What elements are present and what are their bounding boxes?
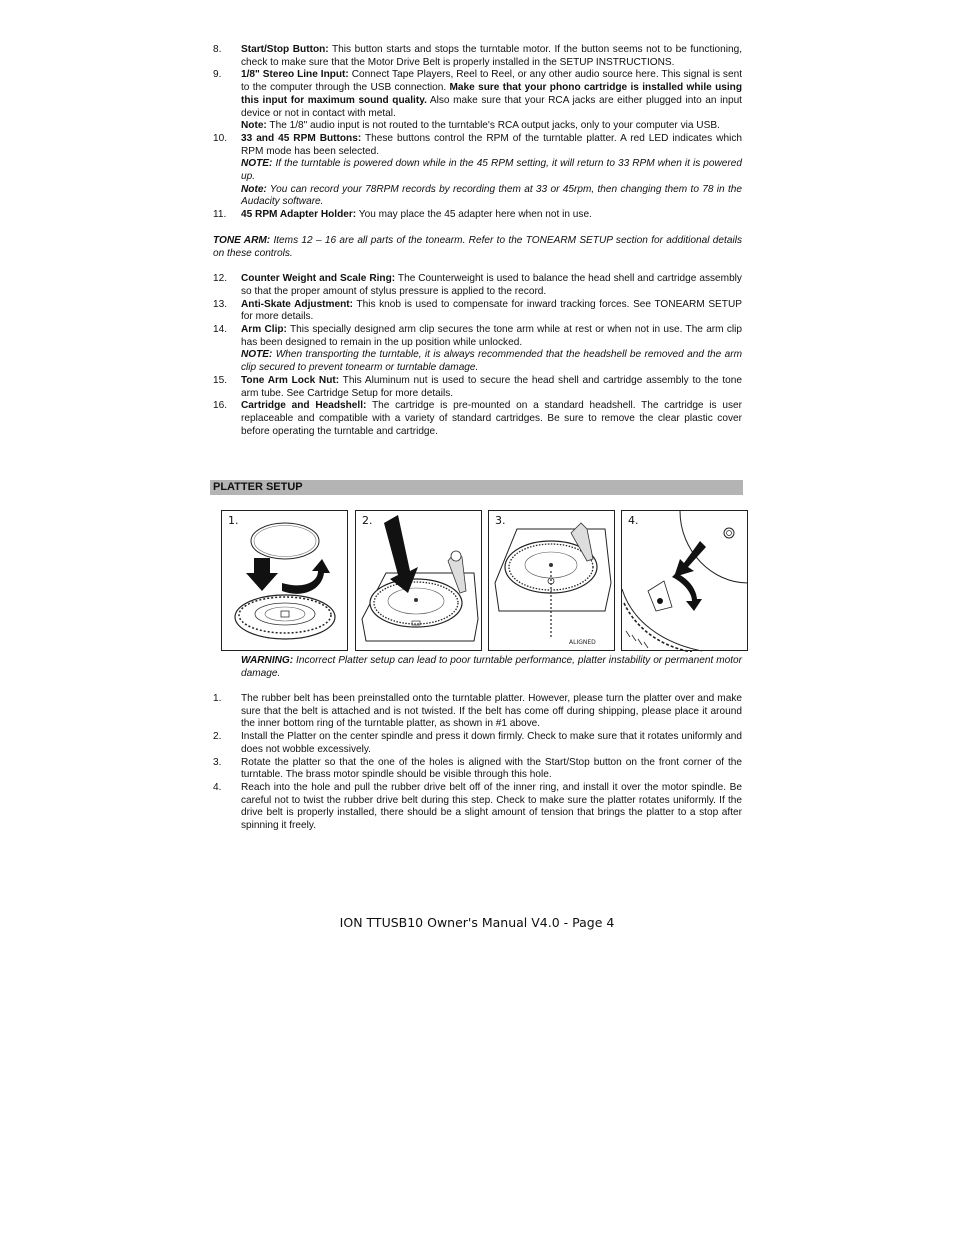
item-number: 10. — [213, 132, 228, 144]
list-item — [213, 400, 742, 438]
list-item — [213, 69, 742, 133]
curved-arrow-icon — [672, 573, 702, 611]
note-text: If the turntable is powered down while in the 45 RPM setting, it will return to 33 RPM when it is powered up. — [241, 158, 742, 183]
item-text: Connect Tape Players, Reel to Reel, or any other audio source here. This signal is sent to the computer through the USB connection. — [241, 69, 742, 94]
platter-align-illustration — [489, 511, 616, 652]
item-number: 16. — [213, 400, 228, 412]
down-arrow-icon — [246, 558, 278, 591]
figure-4-install-belt — [621, 510, 748, 651]
aligned-caption: ALIGNED — [569, 639, 596, 646]
tone-arm-paragraph — [213, 235, 742, 260]
item-number: 13. — [213, 298, 228, 310]
figure-number: 1. — [228, 514, 239, 527]
item-title: 33 and 45 RPM Buttons: — [241, 132, 362, 144]
figure-2-install-platter — [355, 510, 482, 651]
item-title: 1/8" Stereo Line Input: — [241, 69, 349, 81]
step-text: Rotate the platter so that the one of the holes is aligned with the Start/Stop button on the front corner of the turntable. The brass motor spindle should be visible through this hole. — [241, 756, 742, 781]
figure-number: 2. — [362, 514, 373, 527]
page-footer: ION TTUSB10 Owner's Manual V4.0 - Page 4 — [339, 915, 615, 930]
warning-text: Incorrect Platter setup can lead to poor turntable performance, platter instability or permanent motor damage. — [241, 655, 742, 679]
item-text: The cartridge is pre-mounted on a standard headshell. The cartridge is user replaceable and compatible with a variety of standard cartridges. Be sure to remove the clear plastic cover before operating the turntable and cartridge. — [241, 400, 742, 437]
figure-number: 4. — [628, 514, 639, 527]
tone-arm-text: Items 12 – 16 are all parts of the tonearm. Refer to the TONEARM SETUP section for additional details on these controls. — [213, 234, 742, 259]
step-number: 2. — [213, 731, 222, 743]
item-text: These buttons control the RPM of the turntable platter. A red LED indicates which RPM mode has been selected. — [241, 132, 742, 157]
platter-flip-illustration — [222, 511, 349, 652]
item-number: 8. — [213, 44, 222, 55]
platter-install-illustration — [356, 511, 483, 652]
section-heading: PLATTER SETUP — [210, 480, 743, 495]
list-item — [213, 44, 742, 69]
figure-3-align-hole — [488, 510, 615, 651]
item-text: This button starts and stops the turntable motor. If the button seems not to be functioning, check to make sure that the Motor Drive Belt is properly installed in the SETUP INSTRUCTIONS. — [241, 44, 742, 68]
figure-number: 3. — [495, 514, 506, 527]
item-title: Counter Weight and Scale Ring: — [241, 273, 396, 285]
item-number: 15. — [213, 374, 228, 386]
platter-setup-figures — [221, 510, 749, 652]
item-emphasis: Make sure that your phono cartridge is installed while using this input for maximum sound quality. — [241, 82, 742, 106]
list-item — [213, 299, 742, 324]
warning-paragraph — [241, 655, 742, 680]
list-item — [213, 324, 742, 375]
note-text: When transporting the turntable, it is always recommended that the headshell be removed and the arm clip secured to prevent tonearm or turntable damage. — [241, 349, 742, 374]
diagonal-arrow-icon — [674, 541, 706, 577]
tone-arm-label: TONE ARM: — [213, 234, 271, 246]
step-number: 1. — [213, 693, 222, 704]
item-text: You may place the 45 adapter here when not in use. — [356, 209, 592, 221]
note-label: NOTE: — [241, 349, 273, 361]
item-text: Also make sure that your RCA jacks are either plugged into an input device or not in contact with metal. — [241, 94, 742, 119]
item-number: 11. — [213, 209, 227, 221]
step-text: Reach into the hole and pull the rubber drive belt off of the inner ring, and install it over the motor spindle. Be careful not to twist the rubber drive belt during this step. Check to make sure the platter rotates uniformly. If the drive belt is properly installed, there should be a slight amount of tension that brings the platter to a stop after spinning it freely. — [241, 781, 742, 832]
item-number: 14. — [213, 324, 228, 336]
step-number: 3. — [213, 756, 222, 768]
list-item — [213, 273, 742, 298]
note-label: Note: — [241, 120, 267, 132]
rotate-arrow-icon — [282, 559, 330, 594]
belt-install-illustration — [622, 511, 749, 652]
item-text: The Counterweight is used to balance the head shell and cartridge assembly so that the proper amount of stylus pressure is applied to the record. — [241, 273, 742, 297]
list-item — [213, 693, 742, 731]
item-text: This knob is used to compensate for inward tracking forces. See TONEARM SETUP for more details. — [241, 298, 742, 323]
item-title: 45 RPM Adapter Holder: — [241, 209, 357, 221]
list-item — [213, 209, 742, 222]
note-label: NOTE: — [241, 158, 273, 170]
note-label: Note: — [241, 183, 267, 195]
setup-steps-list — [213, 693, 742, 833]
list-item — [213, 133, 742, 209]
step-number: 4. — [213, 781, 222, 793]
warning-label: WARNING: — [241, 655, 294, 666]
item-number: 9. — [213, 69, 222, 81]
list-item — [213, 731, 742, 756]
item-title: Anti-Skate Adjustment: — [241, 298, 354, 310]
item-number: 12. — [213, 273, 228, 285]
step-text: Install the Platter on the center spindle and press it down firmly. Check to make sure that it rotates uniformly and does not wobble excessively. — [241, 731, 742, 755]
item-title: Tone Arm Lock Nut: — [241, 374, 340, 386]
note-text: You can record your 78RPM records by recording them at 33 or 45rpm, then changing them to 78 in the Audacity software. — [241, 183, 742, 208]
list-item — [213, 757, 742, 782]
item-title: Start/Stop Button: — [241, 44, 329, 55]
list-item — [213, 782, 742, 833]
list-item — [213, 375, 742, 400]
item-title: Arm Clip: — [241, 324, 287, 336]
item-text: This specially designed arm clip secures the tone arm while at rest or when not in use. The arm clip has been designed to remain in the up position while unlocked. — [241, 324, 742, 348]
note-text: The 1/8" audio input is not routed to the turntable's RCA output jacks, only to your computer via USB. — [266, 120, 720, 132]
item-text: This Aluminum nut is used to secure the head shell and cartridge assembly to the tone arm tube. See Cartridge Setup for more details. — [241, 374, 742, 399]
figure-1-belt-check — [221, 510, 348, 651]
controls-list — [213, 44, 742, 438]
item-title: Cartridge and Headshell: — [241, 400, 367, 412]
step-text: The rubber belt has been preinstalled onto the turntable platter. However, please turn the platter over and make sure that the belt is attached and is not twisted. If the belt has come off during shipping, please place it around the inner bottom ring of the turntable platter, as shown in #1 above. — [241, 693, 742, 730]
